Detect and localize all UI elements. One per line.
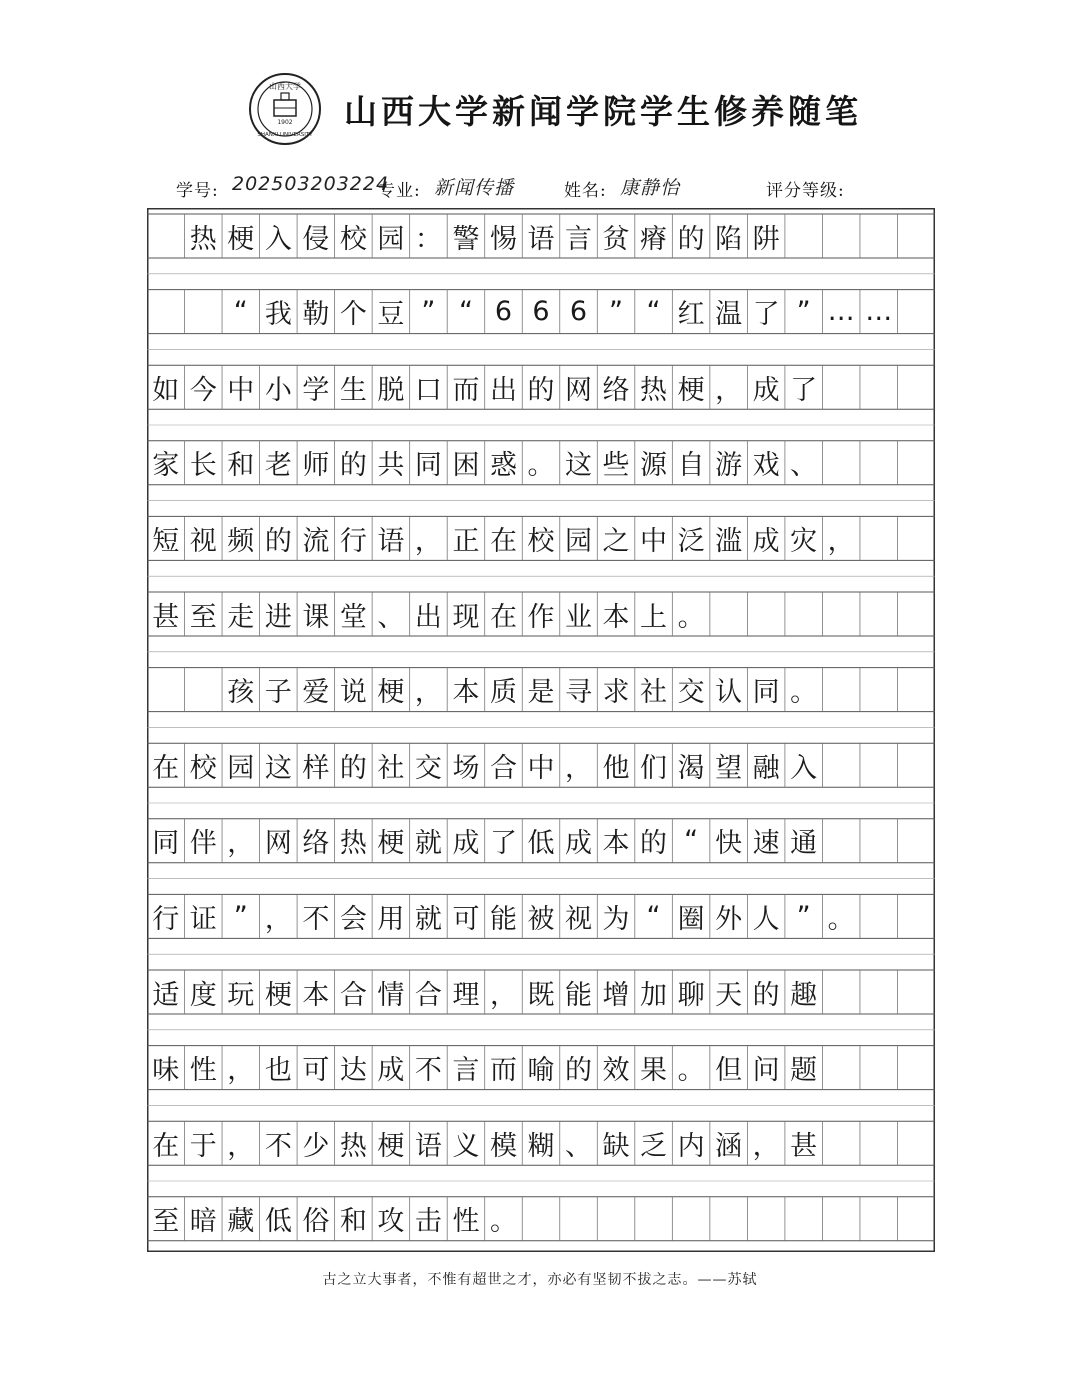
grid-char: 。 bbox=[489, 1206, 517, 1238]
grid-char: 共 bbox=[377, 450, 405, 482]
grid-char: 攻 bbox=[377, 1206, 405, 1238]
grid-char: 入 bbox=[264, 223, 292, 255]
page-header bbox=[248, 72, 862, 146]
student-id-label: 学号: bbox=[176, 181, 219, 201]
grid-char: 的 bbox=[677, 223, 705, 255]
seal-bottom-text: SHANXI UNIVERSITY bbox=[257, 132, 313, 138]
grid-char: 梗 bbox=[677, 374, 705, 406]
grid-char: 而 bbox=[489, 1055, 517, 1087]
grid-char: “ bbox=[458, 296, 473, 328]
grid-char: ， bbox=[715, 374, 743, 406]
grid-char: 场 bbox=[452, 752, 480, 784]
grid-char: 之 bbox=[602, 525, 630, 557]
grid-char: 趣 bbox=[790, 979, 818, 1011]
grid-char: 如 bbox=[152, 374, 180, 406]
grid-char: 同 bbox=[414, 450, 442, 482]
grid-char: 滥 bbox=[715, 525, 743, 557]
grid-char: “ bbox=[646, 900, 661, 932]
essay-line bbox=[147, 290, 935, 334]
grid-char: 社 bbox=[640, 677, 668, 709]
grid-char: ， bbox=[414, 525, 442, 557]
grid-char: 寻 bbox=[565, 677, 592, 709]
grid-char: 今 bbox=[189, 374, 217, 406]
grid-char: 侵 bbox=[302, 223, 330, 255]
grid-char: 糊 bbox=[527, 1130, 555, 1162]
grid-char: 园 bbox=[377, 223, 405, 255]
grid-char: 击 bbox=[414, 1206, 442, 1238]
grid-char: 本 bbox=[302, 979, 330, 1011]
grid-char: 脱 bbox=[377, 374, 405, 406]
major-label: 专业: bbox=[378, 181, 421, 201]
grid-char: 圈 bbox=[677, 903, 705, 935]
grid-char: 本 bbox=[452, 677, 480, 709]
grid-char: 惑 bbox=[489, 450, 517, 482]
grid-char: 的 bbox=[527, 374, 555, 406]
grid-char: 。 bbox=[677, 1055, 705, 1087]
grid-char bbox=[185, 668, 223, 712]
grid-char: 社 bbox=[377, 752, 405, 784]
grid-char: 俗 bbox=[302, 1206, 330, 1238]
essay-line bbox=[147, 365, 935, 409]
grid-char: 频 bbox=[227, 525, 255, 557]
grid-char: 我 bbox=[264, 299, 292, 331]
grid-char: 他 bbox=[602, 752, 630, 784]
grid-char: 聊 bbox=[677, 979, 705, 1011]
grid-char: 梗 bbox=[227, 223, 255, 255]
grid-char: 热 bbox=[339, 828, 367, 860]
grid-char: 梗 bbox=[377, 677, 405, 709]
page-title: 山西大学新闻学院学生修养随笔 bbox=[344, 91, 862, 131]
essay-line bbox=[147, 592, 935, 636]
grid-char: 业 bbox=[565, 601, 592, 633]
grid-char: 走 bbox=[227, 601, 255, 633]
grid-char: 热 bbox=[339, 1130, 367, 1162]
grid-char: 贫 bbox=[602, 223, 630, 255]
grid-char: ” bbox=[421, 296, 436, 328]
grid-char: 本 bbox=[602, 828, 630, 860]
student-id-value: 202503203224 bbox=[232, 173, 390, 195]
grid-char: 速 bbox=[752, 828, 780, 860]
grid-char: ： bbox=[414, 223, 442, 255]
grid-char: 至 bbox=[152, 1206, 180, 1238]
grid-char: ， bbox=[489, 979, 517, 1011]
grid-char: 同 bbox=[152, 828, 180, 860]
grid-char: 不 bbox=[414, 1055, 442, 1087]
grid-char: 陷 bbox=[715, 223, 743, 255]
grid-char: 和 bbox=[227, 450, 255, 482]
grid-char: 义 bbox=[452, 1130, 480, 1162]
grid-char: 6 bbox=[532, 296, 550, 328]
grid-char: ， bbox=[414, 677, 442, 709]
grid-char: 网 bbox=[264, 828, 292, 860]
seal-ring-text: 山西大学 bbox=[269, 82, 301, 91]
grid-char: 些 bbox=[602, 450, 630, 482]
grid-char: 在 bbox=[489, 525, 517, 557]
grid-char: ， bbox=[752, 1130, 780, 1162]
grid-char: 加 bbox=[640, 979, 668, 1011]
grid-char: ， bbox=[827, 525, 855, 557]
grid-char: 们 bbox=[640, 752, 668, 784]
essay-line bbox=[147, 668, 935, 712]
grid-char: 外 bbox=[715, 903, 743, 935]
grid-char: 小 bbox=[264, 374, 292, 406]
grid-char: 成 bbox=[752, 374, 780, 406]
grid-char: 玩 bbox=[227, 979, 255, 1011]
grid-char: 了 bbox=[489, 828, 517, 860]
name-label: 姓名: bbox=[564, 181, 607, 201]
grid-char: 伴 bbox=[189, 828, 217, 860]
grid-char: ” bbox=[609, 296, 624, 328]
grid-char: 暗 bbox=[189, 1206, 217, 1238]
grid-char: 低 bbox=[527, 828, 555, 860]
grid-char: 网 bbox=[565, 374, 592, 406]
grid-char: 。 bbox=[527, 450, 555, 482]
essay-line bbox=[147, 516, 935, 560]
grid-char: 游 bbox=[715, 450, 743, 482]
grid-char: ， bbox=[227, 1055, 255, 1087]
grid-char: 藏 bbox=[227, 1206, 255, 1238]
grid-char: 警 bbox=[452, 223, 480, 255]
essay-line bbox=[147, 970, 935, 1014]
grid-char: “ bbox=[684, 825, 699, 857]
grid-char: 合 bbox=[414, 979, 442, 1011]
grid-char bbox=[147, 668, 185, 712]
grid-char: 合 bbox=[489, 752, 517, 784]
grid-char: 交 bbox=[414, 752, 442, 784]
grid-char: 本 bbox=[602, 601, 630, 633]
grid-char: 出 bbox=[489, 374, 517, 406]
grid-char: 味 bbox=[152, 1055, 180, 1087]
grid-char: ， bbox=[264, 903, 292, 935]
grid-char: 梗 bbox=[264, 979, 292, 1011]
grid-char: 言 bbox=[565, 223, 592, 255]
grid-char: 生 bbox=[339, 374, 367, 406]
grid-char: 是 bbox=[527, 677, 555, 709]
grid-char: 自 bbox=[677, 450, 705, 482]
grid-char: 入 bbox=[790, 752, 818, 784]
grade-label: 评分等级: bbox=[766, 181, 845, 201]
grid-char: 红 bbox=[677, 299, 705, 331]
grid-char: … bbox=[827, 296, 855, 328]
grid-char: 热 bbox=[640, 374, 668, 406]
grid-char: 为 bbox=[602, 903, 630, 935]
grid-char: 和 bbox=[339, 1206, 367, 1238]
grid-char: 、 bbox=[565, 1130, 592, 1162]
grid-char: 爱 bbox=[302, 677, 330, 709]
grid-char: 至 bbox=[189, 601, 217, 633]
writing-grid bbox=[147, 208, 935, 1252]
grid-char: 梗 bbox=[377, 1130, 405, 1162]
grid-char: 络 bbox=[602, 374, 630, 406]
grid-char: 温 bbox=[715, 299, 743, 331]
grid-char: 交 bbox=[677, 677, 705, 709]
grid-char: 性 bbox=[189, 1055, 217, 1087]
grid-char: 梗 bbox=[377, 828, 405, 860]
grid-char: 子 bbox=[264, 677, 292, 709]
grid-char: 求 bbox=[602, 677, 630, 709]
grid-char: ” bbox=[796, 900, 811, 932]
grid-char: ” bbox=[233, 900, 248, 932]
grid-char: 能 bbox=[565, 979, 592, 1011]
grid-char: 中 bbox=[227, 374, 255, 406]
grid-char: 园 bbox=[565, 525, 592, 557]
grid-char: 源 bbox=[640, 450, 668, 482]
grid-char: 视 bbox=[189, 525, 217, 557]
grid-char: 校 bbox=[189, 752, 217, 784]
grid-char: 口 bbox=[414, 374, 442, 406]
grid-char: 效 bbox=[602, 1055, 630, 1087]
grid-char: 快 bbox=[715, 828, 743, 860]
grid-char: 瘠 bbox=[640, 223, 668, 255]
grid-char: 果 bbox=[640, 1055, 668, 1087]
grid-char: “ bbox=[646, 296, 661, 328]
grid-char: 同 bbox=[752, 677, 780, 709]
grid-char: 可 bbox=[452, 903, 480, 935]
grid-char: 增 bbox=[602, 979, 630, 1011]
grid-char: 在 bbox=[152, 752, 180, 784]
grid-char: 了 bbox=[752, 299, 780, 331]
grid-char: 的 bbox=[264, 525, 292, 557]
grid-char: 6 bbox=[494, 296, 513, 328]
grid-char: 中 bbox=[527, 752, 555, 784]
grid-char: 的 bbox=[640, 828, 668, 860]
grid-char: 模 bbox=[489, 1130, 517, 1162]
grid-char: 。 bbox=[827, 903, 855, 935]
grid-char: 个 bbox=[339, 299, 367, 331]
grid-char: 老 bbox=[264, 450, 292, 482]
grid-char: 而 bbox=[452, 374, 480, 406]
grid-char: 少 bbox=[302, 1130, 330, 1162]
grid-char: 行 bbox=[339, 525, 367, 557]
grid-char: 流 bbox=[302, 525, 330, 557]
grid-char: 天 bbox=[715, 979, 743, 1011]
grid-char: 上 bbox=[640, 601, 668, 633]
grid-char: 喻 bbox=[527, 1055, 555, 1087]
grid-char: 情 bbox=[377, 979, 405, 1011]
grid-char: 但 bbox=[715, 1055, 743, 1087]
grid-char: ” bbox=[796, 296, 811, 328]
seal-year: 1902 bbox=[277, 119, 293, 126]
grid-char: 甚 bbox=[790, 1130, 818, 1162]
grid-char bbox=[147, 214, 185, 258]
grid-char: 正 bbox=[452, 525, 480, 557]
grid-char: 在 bbox=[489, 601, 517, 633]
grid-char: 说 bbox=[339, 677, 367, 709]
grid-char bbox=[185, 290, 223, 334]
grid-char: 不 bbox=[264, 1130, 292, 1162]
grid-char: 语 bbox=[414, 1130, 442, 1162]
grid-char: 。 bbox=[677, 601, 705, 633]
grid-char: ， bbox=[227, 1130, 255, 1162]
grid-char: ， bbox=[565, 752, 592, 784]
grid-char: 度 bbox=[189, 979, 217, 1011]
grid-char: 、 bbox=[790, 450, 818, 482]
grid-char: 孩 bbox=[227, 677, 255, 709]
essay-line bbox=[147, 441, 935, 485]
grid-char: 泛 bbox=[677, 525, 705, 557]
grid-char: 学 bbox=[302, 374, 330, 406]
grid-char: 望 bbox=[715, 752, 743, 784]
major-value: 新闻传播 bbox=[434, 177, 515, 199]
grid-char: 戏 bbox=[752, 450, 780, 482]
grid-char: 了 bbox=[790, 374, 818, 406]
grid-char: 涵 bbox=[715, 1130, 743, 1162]
grid-char: 灾 bbox=[790, 525, 818, 557]
grid-char: ， bbox=[227, 828, 255, 860]
grid-char: 甚 bbox=[152, 601, 180, 633]
essay-line bbox=[147, 743, 935, 787]
grid-char: 可 bbox=[302, 1055, 330, 1087]
name-value: 康静怡 bbox=[620, 177, 681, 199]
grid-char: 通 bbox=[790, 828, 818, 860]
grid-char: 言 bbox=[452, 1055, 480, 1087]
grid-char: 达 bbox=[339, 1055, 367, 1087]
grid-char: 会 bbox=[339, 903, 367, 935]
grid-char: 乏 bbox=[640, 1130, 668, 1162]
grid-char: … bbox=[865, 296, 893, 328]
grid-char: 校 bbox=[527, 525, 555, 557]
grid-char: 语 bbox=[527, 223, 555, 255]
grid-char: 语 bbox=[377, 525, 405, 557]
grid-char: 适 bbox=[152, 979, 180, 1011]
grid-char: 现 bbox=[452, 601, 480, 633]
essay-line bbox=[147, 1197, 935, 1241]
grid-char: 问 bbox=[752, 1055, 780, 1087]
grid-char: 勒 bbox=[302, 299, 330, 331]
grid-char: 性 bbox=[452, 1206, 480, 1238]
grid-char: 质 bbox=[489, 677, 517, 709]
university-seal-icon bbox=[248, 72, 322, 146]
grid-char: 融 bbox=[752, 752, 780, 784]
grid-char: 不 bbox=[302, 903, 330, 935]
essay-line bbox=[147, 1121, 935, 1165]
grid-char: 既 bbox=[527, 979, 555, 1011]
grid-char: 成 bbox=[452, 828, 480, 860]
grid-char: “ bbox=[233, 296, 248, 328]
grid-char: 短 bbox=[152, 525, 180, 557]
grid-char: 热 bbox=[189, 223, 217, 255]
grid-char: 这 bbox=[565, 450, 592, 482]
grid-char: 于 bbox=[189, 1130, 217, 1162]
essay-line bbox=[147, 1046, 935, 1090]
grid-char: 豆 bbox=[377, 299, 405, 331]
essay-line bbox=[147, 894, 935, 938]
grid-char: 家 bbox=[152, 450, 180, 482]
essay-line bbox=[147, 819, 935, 863]
grid-char: 认 bbox=[715, 677, 743, 709]
grid-char: 课 bbox=[302, 601, 330, 633]
grid-char: 证 bbox=[189, 903, 217, 935]
grid-char: 低 bbox=[264, 1206, 292, 1238]
grid-char: 惕 bbox=[489, 223, 517, 255]
grid-char: 也 bbox=[264, 1055, 292, 1087]
grid-char: 师 bbox=[302, 450, 330, 482]
grid-char: 堂 bbox=[339, 601, 367, 633]
grid-char: 困 bbox=[452, 450, 480, 482]
grid-char: 出 bbox=[414, 601, 442, 633]
grid-char: 、 bbox=[377, 601, 405, 633]
grid-char: 的 bbox=[339, 450, 367, 482]
grid-char bbox=[147, 290, 185, 334]
grid-char: 进 bbox=[264, 601, 292, 633]
grid-char: 的 bbox=[752, 979, 780, 1011]
grid-char: 缺 bbox=[602, 1130, 630, 1162]
grid-char: 作 bbox=[527, 601, 555, 633]
grid-char: 园 bbox=[227, 752, 255, 784]
grid-char: 6 bbox=[569, 296, 588, 328]
grid-char: 中 bbox=[640, 525, 668, 557]
grid-char: 题 bbox=[790, 1055, 818, 1087]
grid-char: 合 bbox=[339, 979, 367, 1011]
grid-char: 用 bbox=[377, 903, 405, 935]
essay-line bbox=[147, 214, 935, 258]
grid-char: 的 bbox=[565, 1055, 592, 1087]
grid-char: 成 bbox=[377, 1055, 405, 1087]
grid-char: 在 bbox=[152, 1130, 180, 1162]
grid-char: 渴 bbox=[677, 752, 705, 784]
grid-char: 校 bbox=[339, 223, 367, 255]
grid-char: 络 bbox=[302, 828, 330, 860]
grid-char: 行 bbox=[152, 903, 180, 935]
grid-char: 这 bbox=[264, 752, 292, 784]
grid-char: 成 bbox=[565, 828, 592, 860]
grid-char: 成 bbox=[752, 525, 780, 557]
grid-char: 视 bbox=[565, 903, 592, 935]
grid-char: 理 bbox=[452, 979, 480, 1011]
grid-char: 样 bbox=[302, 752, 330, 784]
grid-char: 人 bbox=[752, 903, 780, 935]
grid-char: 就 bbox=[414, 903, 442, 935]
grid-char: 内 bbox=[677, 1130, 705, 1162]
grid-char: 阱 bbox=[752, 223, 780, 255]
grid-char: 就 bbox=[414, 828, 442, 860]
grid-char: 长 bbox=[189, 450, 217, 482]
grid-char: 的 bbox=[339, 752, 367, 784]
grid-char: 。 bbox=[790, 677, 818, 709]
footer-quote: 古之立大事者，不惟有超世之才，亦必有坚韧不拔之志。——苏轼 bbox=[322, 1272, 758, 1288]
grid-char: 能 bbox=[489, 903, 517, 935]
grid-char: 被 bbox=[527, 903, 555, 935]
